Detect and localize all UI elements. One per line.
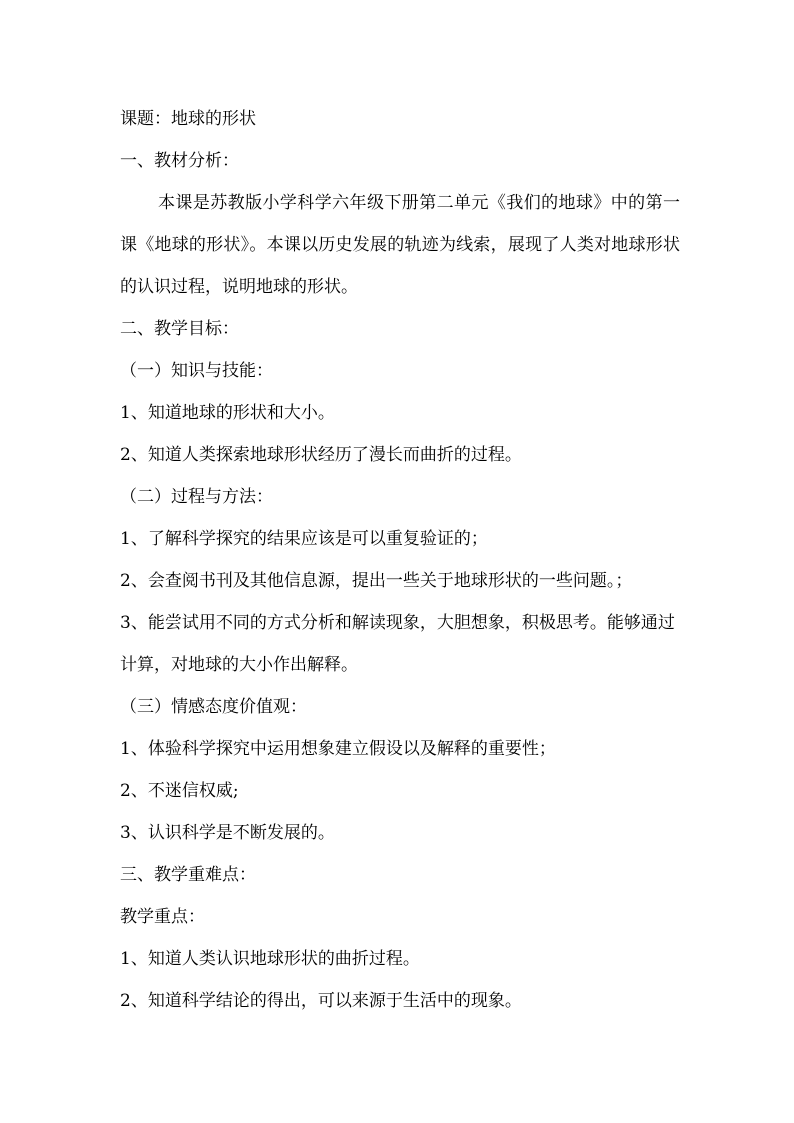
list-item: 1、知道地球的形状和大小。 [120,403,335,423]
section-heading-key-difficulties: 三、教学重难点： [120,865,256,885]
list-item: 2、会查阅书刊及其他信息源，提出一些关于地球形状的一些问题。； [120,571,633,591]
list-item: 3、能尝试用不同的方式分析和解读现象，大胆想象，积极思考。能够通过计算，对地球的大小作出解释。 [120,613,675,675]
list-item: 1、知道人类认识地球形状的曲折过程。 [120,949,420,969]
subheading-knowledge-skills: （一）知识与技能： [120,361,273,381]
subheading-emotion-values: （三）情感态度价值观： [120,697,307,717]
list-item: 2、知道人类探索地球形状经历了漫长而曲折的过程。 [120,445,522,465]
subheading-process-methods: （二）过程与方法： [120,487,273,507]
document-page [120,98,680,1022]
list-item: 1、体验科学探究中运用想象建立假设以及解释的重要性； [120,739,556,759]
list-item: 2、知道科学结论的得出，可以来源于生活中的现象。 [120,991,522,1011]
lesson-title: 课题：地球的形状 [120,109,256,129]
subheading-teaching-focus: 教学重点： [120,907,205,927]
list-item: 1、了解科学探究的结果应该是可以重复验证的； [120,529,488,549]
section-heading-material-analysis: 一、教材分析： [120,151,239,171]
list-item: 2、不迷信权威; [120,781,239,801]
section-heading-teaching-goals: 二、教学目标： [120,319,239,339]
list-item: 3、认识科学是不断发展的。 [120,823,335,843]
material-analysis-paragraph: 本课是苏教版小学科学六年级下册第二单元《我们的地球》中的第一课《地球的形状》。本课以历史发展的轨迹为线索，展现了人类对地球形状的认识过程，说明地球的形状。 [120,193,680,297]
